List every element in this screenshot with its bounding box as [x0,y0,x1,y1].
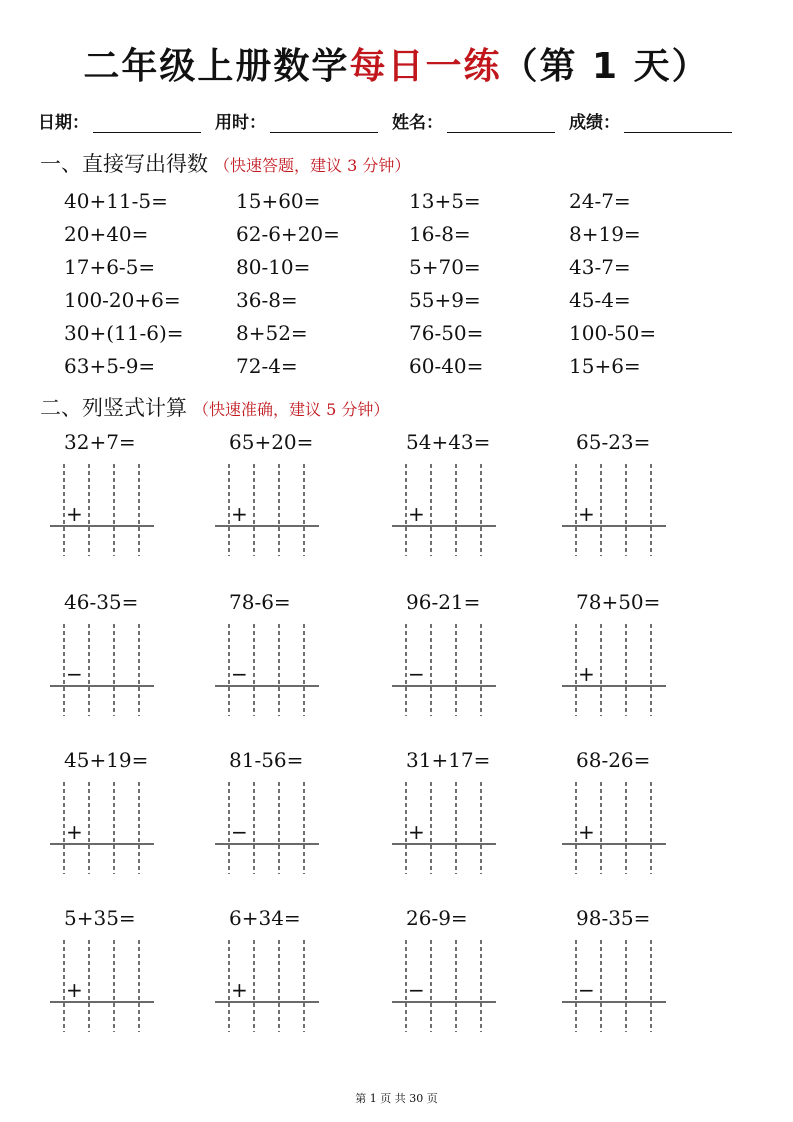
mental-problem: 40+11-5= [64,188,168,213]
operator-sign: + [408,820,425,844]
mental-row [64,283,741,316]
name-label: 姓名： [392,113,443,133]
name-field [392,108,555,133]
operator-sign: − [66,662,83,686]
vertical-calc-frame[interactable] [215,624,325,719]
mental-problem: 80-10= [236,254,311,279]
problem-expression: 68-26= [576,748,651,772]
problem-expression: 96-21= [406,590,481,614]
problem-expression: 54+43= [406,430,491,454]
vertical-calc-frame[interactable] [562,940,672,1035]
vertical-calc-frame[interactable] [392,464,502,559]
mental-problem: 62-6+20= [236,221,340,246]
vertical-calc-frame[interactable] [562,464,672,559]
problem-expression: 98-35= [576,906,651,930]
operator-sign: + [231,502,248,526]
vertical-problem [562,590,722,740]
vertical-problem [215,430,375,580]
mental-problem: 60-40= [409,353,484,378]
name-blank[interactable] [447,114,555,133]
date-field [38,108,201,133]
title-day: （第 1 天） [501,46,710,87]
vertical-calc-frame[interactable] [392,624,502,719]
mental-row [64,250,741,283]
operator-sign: + [578,820,595,844]
mental-row [64,217,741,250]
vertical-problem [392,590,552,740]
page-footer: 第 1 页 共 30 页 [355,1092,438,1105]
operator-sign: − [408,978,425,1002]
title-main: 二年级上册数学 [83,46,350,87]
section2-heading [40,392,389,422]
time-blank[interactable] [270,114,378,133]
vertical-calc-frame[interactable] [50,940,160,1035]
vertical-problem [50,590,210,740]
vertical-problem [215,590,375,740]
vertical-problem [215,906,375,1056]
operator-sign: − [231,662,248,686]
mental-problem: 100-50= [569,320,657,345]
problem-expression: 46-35= [64,590,139,614]
problem-expression: 78-6= [229,590,291,614]
vertical-calc-frame[interactable] [562,624,672,719]
mental-problem: 24-7= [569,188,631,213]
mental-problem: 72-4= [236,353,298,378]
mental-problem: 43-7= [569,254,631,279]
mental-row [64,316,741,349]
problem-expression: 31+17= [406,748,491,772]
mental-problem: 13+5= [409,188,481,213]
vertical-problem [392,430,552,580]
section1-heading [40,148,410,178]
vertical-problem [50,906,210,1056]
vertical-calc-frame[interactable] [215,940,325,1035]
operator-sign: + [66,820,83,844]
date-blank[interactable] [93,114,201,133]
mental-problem: 15+60= [236,188,321,213]
mental-math-grid [64,184,741,382]
vertical-problem [562,430,722,580]
vertical-calc-frame[interactable] [50,624,160,719]
vertical-problem [392,906,552,1056]
mental-problem: 76-50= [409,320,484,345]
problem-expression: 5+35= [64,906,136,930]
problem-expression: 65+20= [229,430,314,454]
vertical-problem [50,430,210,580]
problem-expression: 6+34= [229,906,301,930]
section2-title: 二、列竖式计算 [40,396,187,420]
mental-problem: 20+40= [64,221,149,246]
operator-sign: + [231,978,248,1002]
mental-problem: 36-8= [236,287,298,312]
operator-sign: − [231,820,248,844]
mental-problem: 8+19= [569,221,641,246]
vertical-problem [392,748,552,898]
time-label: 用时： [215,113,266,133]
page-title [0,38,793,89]
vertical-calc-frame[interactable] [215,782,325,877]
mental-row [64,184,741,217]
section1-note: （快速答题，建议 3 分钟） [214,156,411,175]
section1-title: 一、直接写出得数 [40,152,208,176]
vertical-calc-frame[interactable] [50,782,160,877]
mental-problem: 55+9= [409,287,481,312]
vertical-calc-frame[interactable] [562,782,672,877]
vertical-problem [562,906,722,1056]
mental-problem: 16-8= [409,221,471,246]
vertical-problem [215,748,375,898]
operator-sign: − [408,662,425,686]
mental-problem: 100-20+6= [64,287,181,312]
date-label: 日期： [38,113,89,133]
score-blank[interactable] [624,114,732,133]
problem-expression: 26-9= [406,906,468,930]
time-field [215,108,378,133]
mental-problem: 30+(11-6)= [64,320,184,345]
mental-problem: 5+70= [409,254,481,279]
problem-expression: 32+7= [64,430,136,454]
operator-sign: + [578,662,595,686]
vertical-calc-frame[interactable] [50,464,160,559]
operator-sign: + [66,502,83,526]
info-row [38,108,758,133]
operator-sign: + [578,502,595,526]
score-field [569,108,732,133]
operator-sign: + [66,978,83,1002]
mental-problem: 8+52= [236,320,308,345]
problem-expression: 65-23= [576,430,651,454]
mental-problem: 15+6= [569,353,641,378]
score-label: 成绩： [569,113,620,133]
mental-problem: 17+6-5= [64,254,156,279]
problem-expression: 78+50= [576,590,661,614]
operator-sign: − [578,978,595,1002]
mental-problem: 63+5-9= [64,353,156,378]
mental-row [64,349,741,382]
operator-sign: + [408,502,425,526]
mental-problem: 45-4= [569,287,631,312]
section2-note: （快速准确，建议 5 分钟） [193,400,390,419]
vertical-calc-frame[interactable] [392,940,502,1035]
vertical-problem [50,748,210,898]
problem-expression: 81-56= [229,748,304,772]
vertical-calc-frame[interactable] [392,782,502,877]
vertical-calc-frame[interactable] [215,464,325,559]
title-highlight: 每日一练 [349,46,502,87]
problem-expression: 45+19= [64,748,149,772]
vertical-problem [562,748,722,898]
